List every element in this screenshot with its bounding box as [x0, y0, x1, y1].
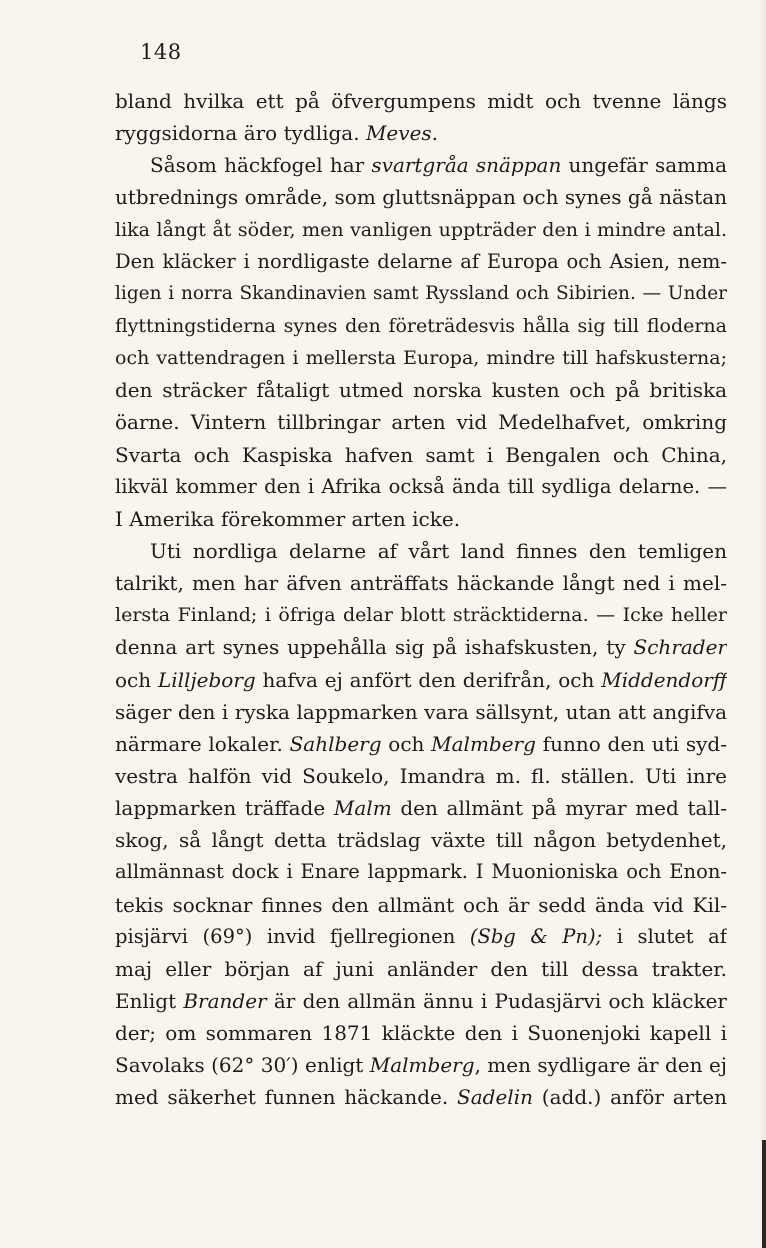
text-line — [115, 1081, 727, 1113]
text-segment: med säkerhet funnen häckande. — [115, 1085, 458, 1110]
text-line — [115, 631, 727, 663]
text-segment: närmare lokaler. — [115, 731, 290, 756]
text-line — [115, 953, 727, 985]
italic-text-segment: Schrader — [633, 635, 727, 660]
text-segment: flyttningstiderna synes den företrädesvis hålla sig till floderna — [115, 314, 727, 337]
text-segment: Uti nordliga delarne af vårt land finnes den temligen — [150, 538, 727, 563]
page-edge-mark — [762, 1140, 766, 1248]
text-segment: I Amerika förekommer arten icke. — [115, 506, 461, 531]
text-line — [115, 374, 727, 406]
text-segment: (add.) anför arten — [532, 1085, 727, 1110]
italic-text-segment: Malmberg — [431, 731, 536, 756]
text-line — [115, 728, 727, 760]
italic-text-segment: Lilljeborg — [157, 667, 256, 692]
text-segment: den allmänt på myrar med tall- — [391, 796, 727, 821]
text-line — [115, 471, 727, 503]
text-line — [115, 1049, 727, 1081]
page-edge-shadow — [758, 0, 766, 1248]
text-line — [115, 856, 727, 888]
text-line — [115, 696, 727, 728]
text-segment: tekis socknar finnes den allmänt och är sedd ända vid Kil- — [115, 892, 727, 917]
text-line — [115, 792, 727, 824]
text-line — [115, 214, 727, 246]
text-line — [115, 921, 727, 953]
text-segment: lersta Finland; i öfriga delar blott sträcktiderna. — Icke heller — [115, 604, 727, 627]
text-segment: , men sydligare är den ej — [474, 1053, 727, 1078]
text-line — [115, 406, 727, 438]
text-segment: Svarta och Kaspiska hafven samt i Bengalen och China, — [115, 442, 727, 467]
text-line — [115, 439, 727, 471]
text-line — [115, 181, 727, 213]
text-segment: skog, så långt detta trädslag växte till någon betydenhet, — [115, 828, 727, 853]
text-segment: och — [381, 731, 432, 756]
text-line — [115, 535, 727, 567]
text-segment: funno den uti syd- — [535, 731, 727, 756]
text-segment: ligen i norra Skandinavien samt Ryssland och Sibirien. — Under — [115, 282, 727, 304]
text-segment: Den kläcker i nordligaste delarne af Europa och Asien, nem- — [115, 249, 727, 273]
italic-text-segment: Malm — [333, 796, 392, 821]
text-segment: allmännast dock i Enare lappmark. I Muonioniska och Enon- — [115, 860, 727, 884]
italic-text-segment: svartgråa snäppan — [371, 153, 562, 178]
text-segment: talrikt, men har äfven anträffats häckande långt ned i mel- — [115, 571, 727, 596]
text-segment: der; om sommaren 1871 kläckte den i Suonenjoki kapell i — [115, 1021, 727, 1046]
text-segment: öarne. Vintern tillbringar arten vid Medelhafvet, omkring — [115, 410, 727, 435]
text-segment: Savolaks (62° 30′) enligt — [115, 1053, 370, 1078]
text-line — [115, 567, 727, 599]
page-number: 148 — [140, 40, 182, 64]
text-line — [115, 824, 727, 856]
text-segment: bland hvilka ett på öfvergumpens midt och tvenne längs — [115, 89, 727, 113]
italic-text-segment: Middendorff — [601, 667, 727, 692]
italic-text-segment: Malmberg — [369, 1053, 475, 1078]
text-line — [115, 503, 727, 535]
text-segment: Såsom häckfogel har — [150, 153, 372, 178]
text-line — [115, 85, 727, 117]
text-line — [115, 117, 727, 149]
text-segment: ungefär samma — [561, 153, 727, 178]
text-segment: säger den i ryska lappmarken vara sällsynt, utan att angifva — [115, 699, 727, 724]
italic-text-segment: Sadelin — [457, 1085, 533, 1110]
text-line — [115, 149, 727, 181]
text-line — [115, 889, 727, 921]
text-segment: likväl kommer den i Afrika också ända till sydliga delarne. — — [115, 474, 727, 498]
text-segment: utbrednings område, som gluttsnäppan och synes gå nästan — [115, 185, 727, 210]
text-segment: den sträcker fåtaligt utmed norska kusten och på britiska — [115, 378, 727, 403]
text-segment: hafva ej anfört den derifrån, och — [255, 667, 602, 692]
text-segment: vestra halfön vid Soukelo, Imandra m. fl. ställen. Uti inre — [115, 763, 727, 788]
text-segment: maj eller början af juni anländer den till dessa trakter. — [115, 956, 727, 981]
text-line — [115, 985, 727, 1017]
body-text — [115, 85, 727, 1114]
text-segment: pisjärvi (69°) invid fjellregionen — [115, 924, 470, 948]
text-line — [115, 342, 727, 374]
italic-text-segment: Brander — [183, 988, 267, 1013]
text-segment: lika långt åt söder, men vanligen uppträder den i mindre antal. — [115, 218, 727, 241]
text-line — [115, 1017, 727, 1049]
italic-text-segment: Meves. — [365, 121, 439, 146]
text-segment: denna art synes uppehålla sig på ishafskusten, ty — [115, 635, 634, 660]
text-line — [115, 760, 727, 792]
text-line — [115, 664, 727, 696]
text-segment: är den allmän ännu i Pudasjärvi och kläcker — [266, 988, 727, 1013]
text-line — [115, 278, 727, 310]
text-segment: ryggsidorna äro tydliga. — [115, 121, 366, 146]
italic-text-segment: Sahlberg — [289, 731, 382, 756]
text-segment: och vattendragen i mellersta Europa, mindre till hafskusterna; — [115, 347, 727, 370]
text-line — [115, 599, 727, 631]
text-line — [115, 310, 727, 342]
text-segment: och — [115, 667, 158, 692]
text-segment: lappmarken träffade — [115, 796, 334, 821]
text-segment: Enligt — [115, 988, 184, 1013]
italic-text-segment: (Sbg & Pn); — [469, 924, 603, 948]
text-segment: i slutet af — [602, 924, 727, 948]
text-line — [115, 246, 727, 278]
